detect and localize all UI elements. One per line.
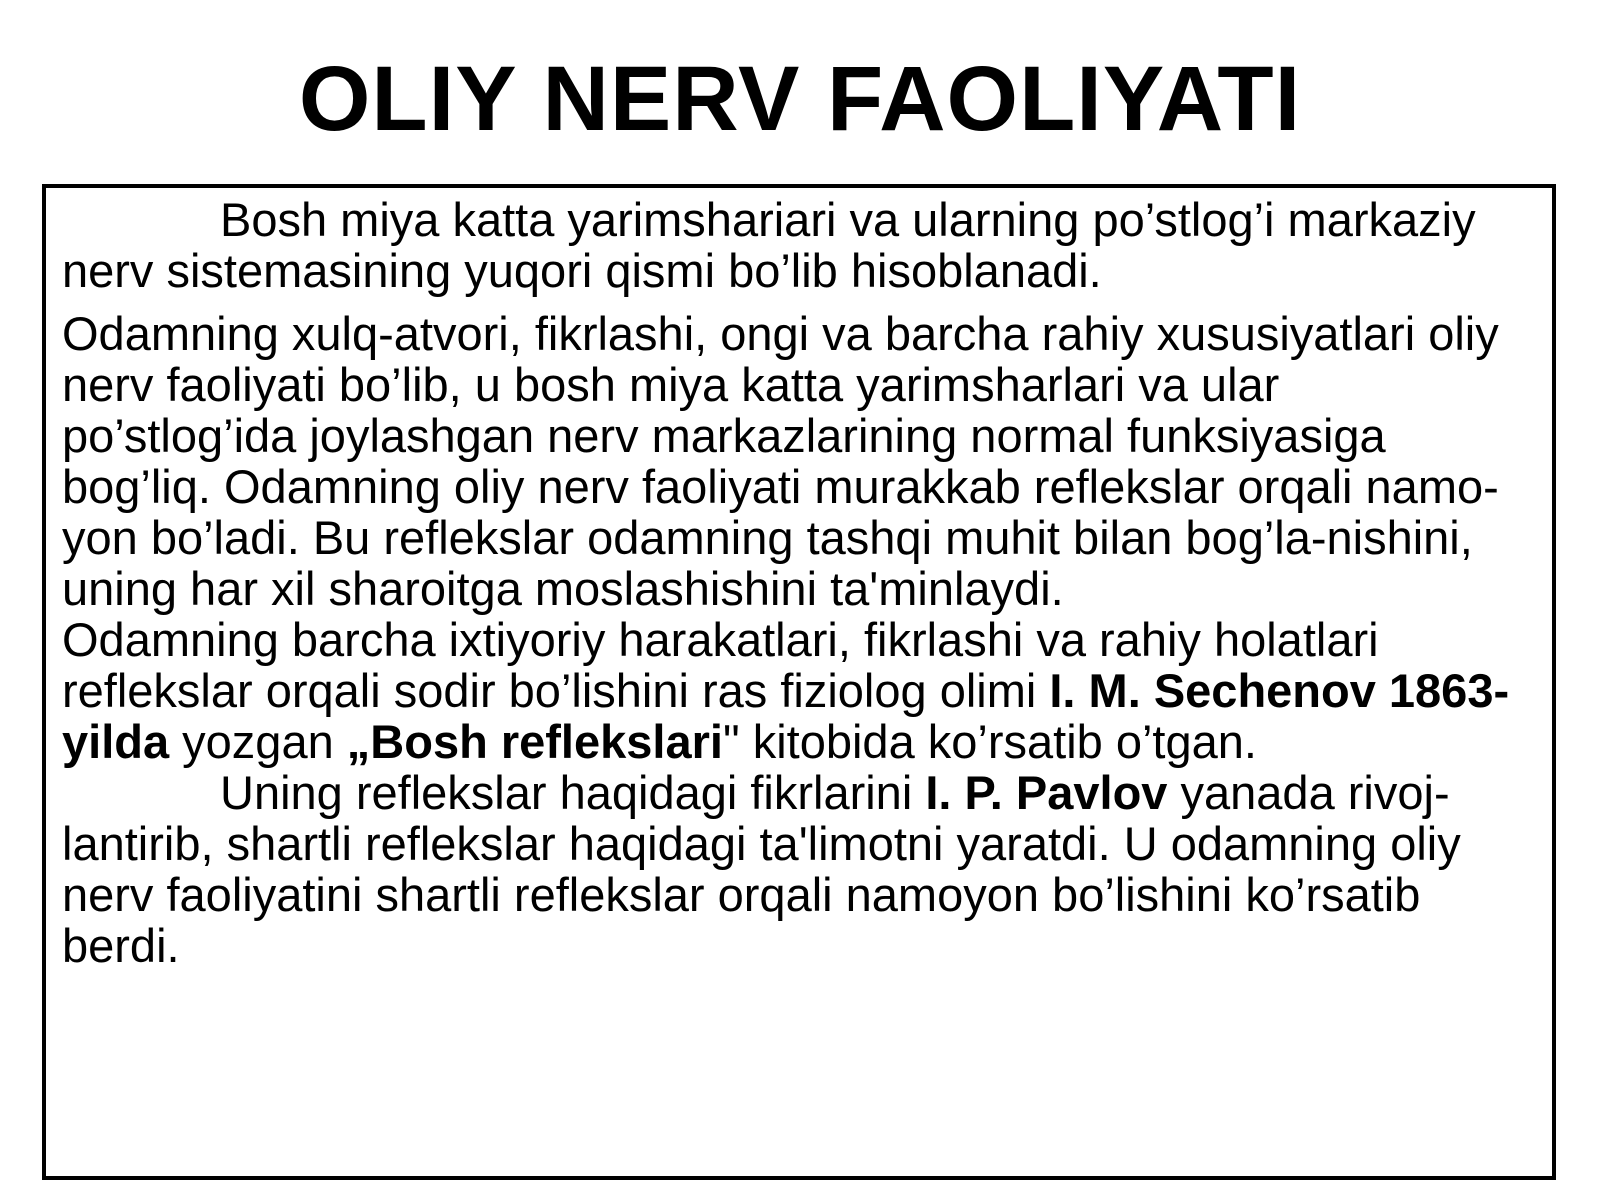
book-title: „Bosh reflekslari bbox=[346, 715, 723, 768]
paragraph-4 bbox=[62, 767, 1522, 971]
paragraph-4-text-b: yanada rivoj-lantirib, shartli reflekslar haqidagi ta'limotni yaratdi. U odamning oliy nerv faoliyatini shartli reflekslar orqali namoyon bo’lishini ko’rsatib berdi. bbox=[62, 766, 1461, 972]
paragraph-3-text-c: " kitobida ko’rsatib o’tgan. bbox=[722, 715, 1257, 768]
pavlov-reference: I. P. Pavlov bbox=[925, 766, 1168, 819]
paragraph-1-text: Bosh miya katta yarimshariari va ularning po’stlog’i markaziy nerv sistemasining yuqori qismi bo’lib hisoblanadi. bbox=[62, 193, 1476, 297]
paragraph-2-text: Odamning xulq-atvori, fikrlashi, ongi va barcha rahiy xususiyatlari oliy nerv faoliyati bo’lib, u bosh miya katta yarimsharlari va ular po’stlog’ida joylashgan nerv markazlarining normal funksiyasiga bog’liq. Odamning oliy nerv faoliyati murakkab reflekslar orqali namo-yon bo’ladi. Bu reflekslar odamning tashqi muhit bilan bog’la-nishini, uning har xil sharoitga moslashishini ta'minlaydi. bbox=[62, 307, 1499, 615]
paragraph-2 bbox=[62, 308, 1522, 614]
paragraph-1 bbox=[62, 194, 1522, 296]
paragraph-4-text-a: Uning reflekslar haqidagi fikrlarini bbox=[220, 766, 926, 819]
page-title: OLIY NERV FAOLIYATI bbox=[298, 48, 1302, 150]
paragraph-3 bbox=[62, 614, 1522, 767]
paragraph-3-text-b: yozgan bbox=[169, 715, 347, 768]
text-box bbox=[42, 184, 1556, 1180]
paragraph-3-text-a: Odamning barcha ixtiyoriy harakatlari, fikrlashi va rahiy holatlari reflekslar orqali sodir bo’lishini ras fiziolog olimi bbox=[62, 613, 1379, 717]
sechenov-reference: I. M. Sechenov 1863- yilda bbox=[62, 664, 1510, 768]
